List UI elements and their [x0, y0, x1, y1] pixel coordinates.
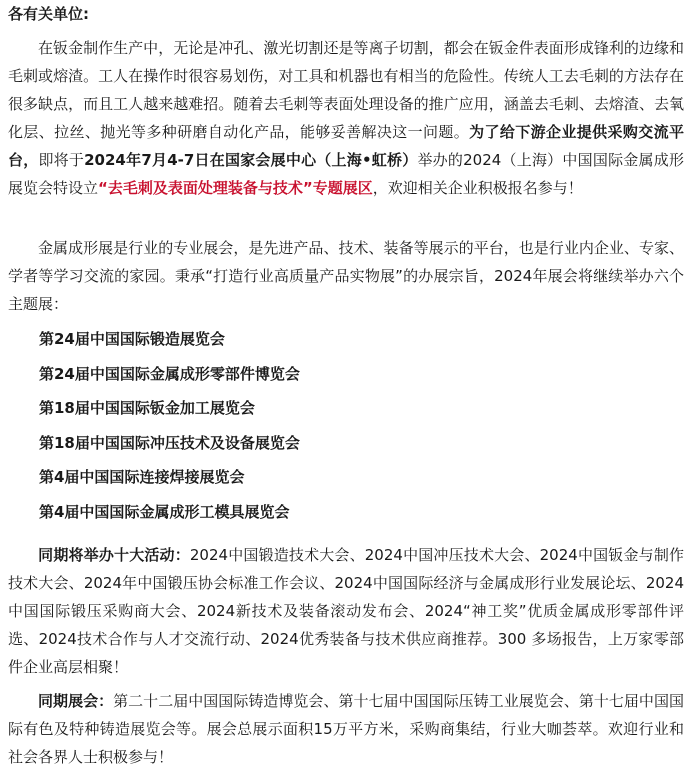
intro-bold-purpose: 为了给下游企业提供采购交流平台， [8, 123, 684, 169]
activities-paragraph [8, 541, 684, 681]
concurrent-paragraph [8, 687, 684, 771]
activities-text: 2024中国锻造技术大会、2024中国冲压技术大会、2024中国钣金与制作技术大会、2024年中国锻压协会标准工作会议、2024中国国际经济与金属成形行业发展论坛、2024中国国际锻压采购商大会、2024新技术及装备滚动发布会、2024“神工奖”优质金属成形零部件评选、2024技术合作与人才交流行动、2024优秀装备与技术供应商推荐。300 多场报告，上万家零部件企业高层相聚！ [8, 546, 684, 676]
intro-paragraph [8, 34, 684, 202]
intro-text-4: ，欢迎相关企业积极报名参与！ [372, 179, 583, 197]
exhibition-item: 第4届中国国际金属成形工模具展览会 [39, 502, 290, 521]
intro-text-2: 即将于 [38, 151, 85, 169]
exhibition-item: 第24届中国国际锻造展览会 [39, 330, 225, 348]
exhibition-item: 第18届中国国际冲压技术及设备展览会 [39, 433, 300, 452]
concurrent-text: 第二十二届中国国际铸造博览会、第十七届中国国际压铸工业展览会、第十七届中国国际有色及特种铸造展览会等。展会总展示面积15万平方米，采购商集结，行业大咖荟萃。欢迎行业和社会各界人士积极参与！ [8, 692, 684, 766]
exhibition-item: 第18届中国国际钣金加工展览会 [39, 399, 255, 417]
special-zone-highlight: “去毛刺及表面处理装备与技术”专题展区 [98, 179, 373, 197]
about-text: 金属成形展是行业的专业展会，是先进产品、技术、装备等展示的平台，也是行业内企业、专家、学者等学习交流的家园。秉承“打造行业高质量产品实物展”的办展宗旨，2024年展会将继续举办六个主题展： [8, 239, 684, 313]
about-paragraph [8, 234, 684, 318]
intro-text-1: 在钣金制作生产中，无论是冲孔、激光切割还是等离子切割，都会在钣金件表面形成锋利的边缘和毛刺或熔渣。工人在操作时很容易划伤，对工具和机器也有相当的危险性。传统人工去毛刺的方法存在很多缺点，而且工人越来越难招。随着去毛刺等表面处理设备的推广应用，涵盖去毛刺、去熔渣、去氧化层、拉丝、抛光等多种研磨自动化产品，能够妥善解决这一问题。 [8, 39, 684, 141]
concurrent-label: 同期展会： [38, 692, 114, 710]
salutation: 各有关单位: [8, 5, 89, 23]
intro-text-3: 举办的2024（上海）中国国际金属成形展览会特设立 [8, 151, 684, 197]
activities-label: 同期将举办十大活动： [38, 546, 190, 564]
exhibition-item: 第4届中国国际连接焊接展览会 [39, 468, 245, 486]
intro-bold-date-venue: 2024年7月4-7日在国家会展中心（上海•虹桥） [84, 151, 418, 169]
exhibition-item: 第24届中国国际金属成形零部件博览会 [39, 364, 300, 383]
theme-exhibition-list [39, 322, 300, 529]
